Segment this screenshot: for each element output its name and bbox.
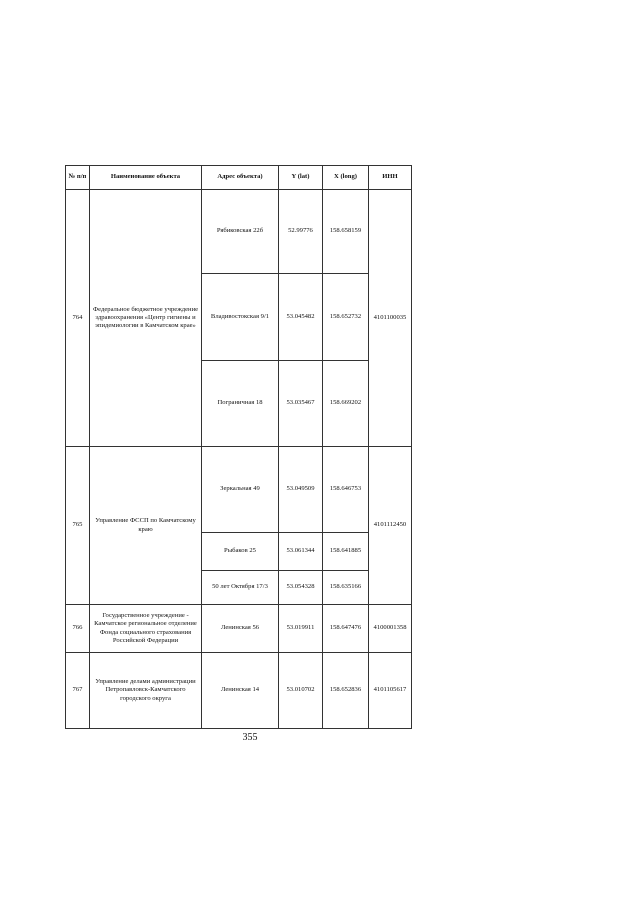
object-address: 50 лет Октября 17/3 bbox=[202, 571, 279, 605]
inn-code: 4101100035 bbox=[369, 190, 412, 447]
longitude: 158.652836 bbox=[323, 653, 369, 729]
object-name: Государственное учреждение - Камчатское региональное отделение Фонда социального страхования Российской Федерации bbox=[90, 605, 202, 653]
object-address: Ленинская 56 bbox=[202, 605, 279, 653]
table-row bbox=[66, 653, 412, 729]
header-lat: Y (lat) bbox=[279, 166, 323, 190]
row-number: 764 bbox=[66, 190, 90, 447]
table-row bbox=[66, 605, 412, 653]
page-number: 355 bbox=[242, 732, 258, 743]
longitude: 158.635166 bbox=[323, 571, 369, 605]
inn-code: 4101105617 bbox=[369, 653, 412, 729]
longitude: 158.641885 bbox=[323, 533, 369, 571]
object-address: Рыбаков 25 bbox=[202, 533, 279, 571]
row-number: 765 bbox=[66, 447, 90, 605]
table-row bbox=[66, 447, 412, 533]
latitude: 52.99776 bbox=[279, 190, 323, 274]
object-address: Зеркальная 49 bbox=[202, 447, 279, 533]
header-code: ИНН bbox=[369, 166, 412, 190]
latitude: 53.035467 bbox=[279, 361, 323, 447]
latitude: 53.010702 bbox=[279, 653, 323, 729]
table-row bbox=[66, 190, 412, 274]
objects-table bbox=[65, 165, 412, 729]
latitude: 53.049509 bbox=[279, 447, 323, 533]
longitude: 158.646753 bbox=[323, 447, 369, 533]
longitude: 158.658159 bbox=[323, 190, 369, 274]
row-number: 766 bbox=[66, 605, 90, 653]
header-name: Наименование объекта bbox=[90, 166, 202, 190]
object-address: Ленинская 14 bbox=[202, 653, 279, 729]
object-name: Управление ФССП по Камчатскому краю bbox=[90, 447, 202, 605]
header-long: X (long) bbox=[323, 166, 369, 190]
longitude: 158.652732 bbox=[323, 274, 369, 361]
latitude: 53.054328 bbox=[279, 571, 323, 605]
inn-code: 4100001358 bbox=[369, 605, 412, 653]
longitude: 158.647476 bbox=[323, 605, 369, 653]
latitude: 53.045482 bbox=[279, 274, 323, 361]
header-num: № п/п bbox=[66, 166, 90, 190]
object-name: Управление делами администрации Петропавловск-Камчатского городского округа bbox=[90, 653, 202, 729]
object-name: Федеральное бюджетное учреждение здравоохранения «Центр гигиены и эпидемиологии в Камчатском крае» bbox=[90, 190, 202, 447]
inn-code: 4101112450 bbox=[369, 447, 412, 605]
latitude: 53.019911 bbox=[279, 605, 323, 653]
object-address: Пограничная 18 bbox=[202, 361, 279, 447]
table-header-row bbox=[66, 166, 412, 190]
latitude: 53.061344 bbox=[279, 533, 323, 571]
longitude: 158.669202 bbox=[323, 361, 369, 447]
row-number: 767 bbox=[66, 653, 90, 729]
object-address: Владивостокская 9/1 bbox=[202, 274, 279, 361]
header-address: Адрес объекта) bbox=[202, 166, 279, 190]
object-address: Рябиковская 22б bbox=[202, 190, 279, 274]
